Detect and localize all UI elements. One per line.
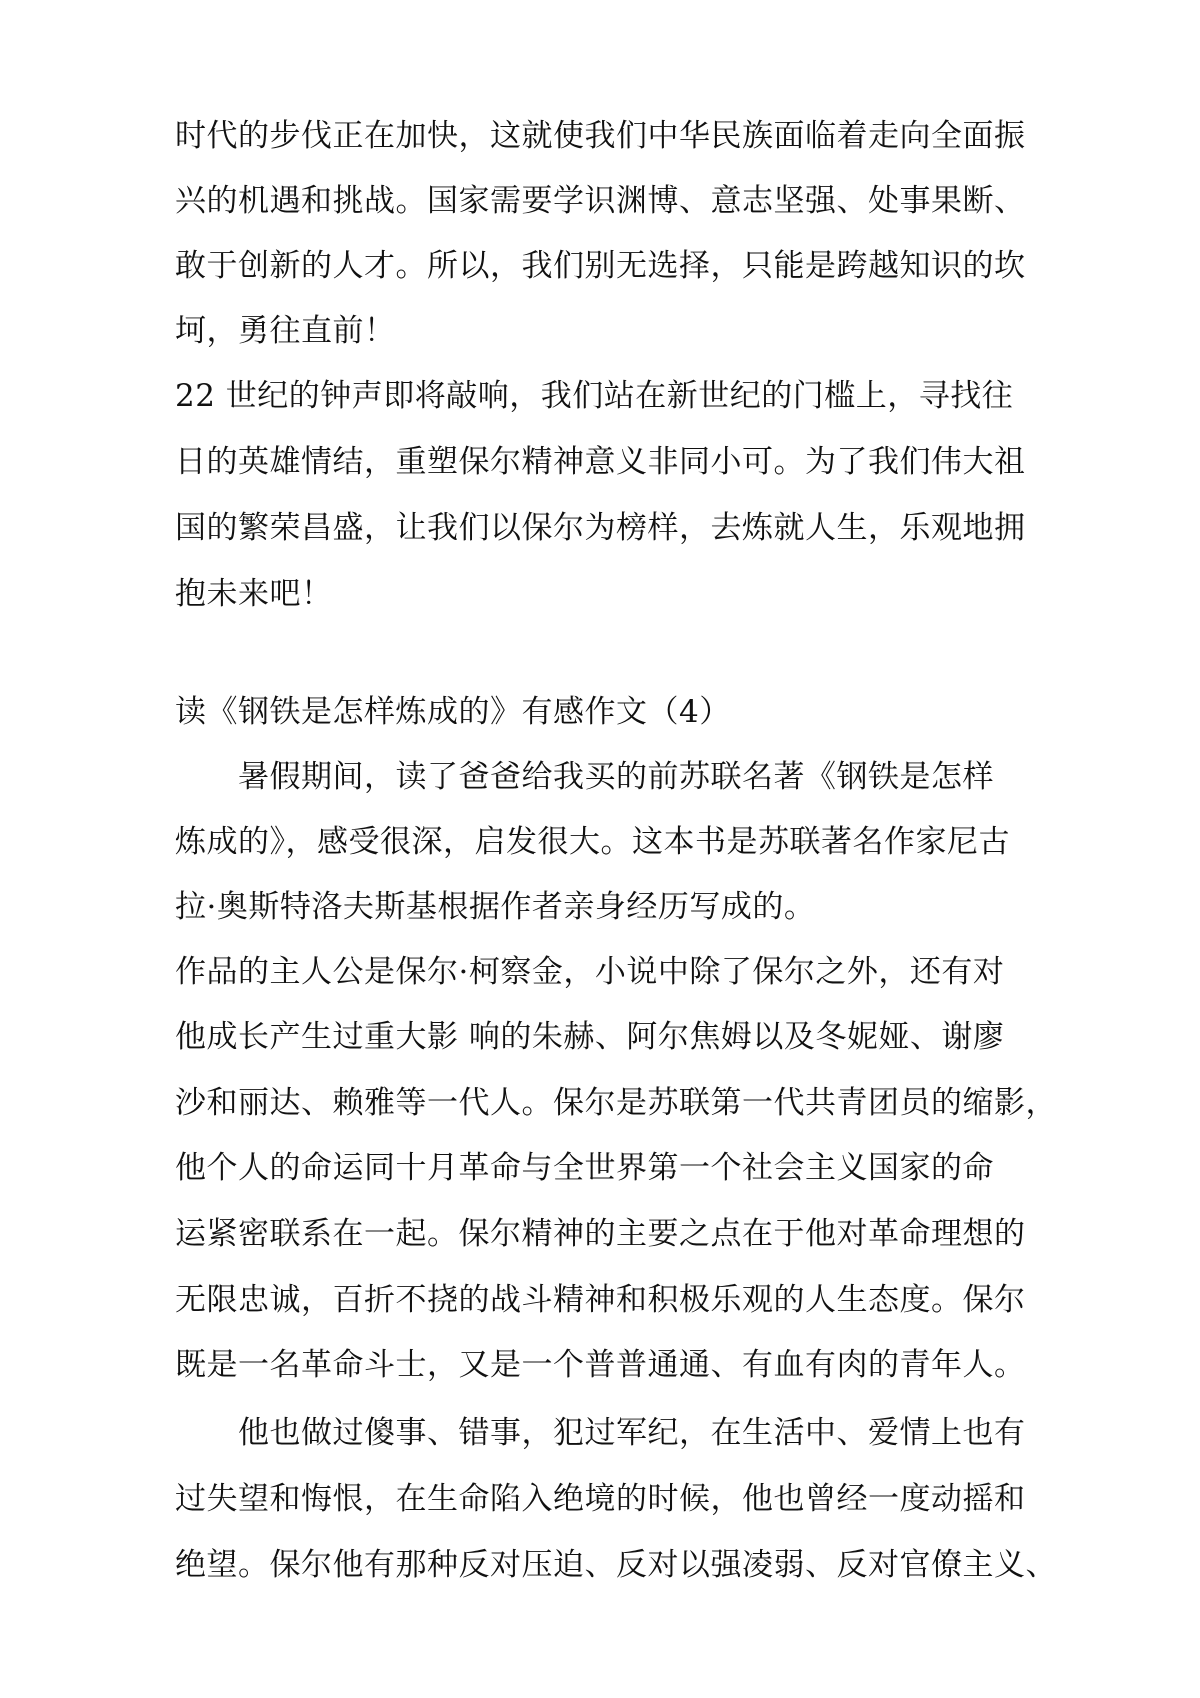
- text-line: 炼成的》，感受很深，启发很大。这本书是苏联著名作家尼古: [175, 824, 1010, 860]
- text-line: 时代的步伐正在加快，这就使我们中华民族面临着走向全面振: [175, 118, 1026, 154]
- text-line: 抱未来吧！: [175, 576, 333, 612]
- article-heading: 读《钢铁是怎样炼成的》有感作文（4）: [175, 694, 731, 730]
- text-line: 他成长产生过重大影 响的朱赫、阿尔焦姆以及冬妮娅、谢廖: [175, 1019, 1005, 1055]
- text-line: 暑假期间，读了爸爸给我买的前苏联名著《钢铁是怎样: [175, 759, 994, 795]
- text-line: 日的英雄情结，重塑保尔精神意义非同小可。为了我们伟大祖: [175, 444, 1026, 480]
- text-line: 兴的机遇和挑战。国家需要学识渊博、意志坚强、处事果断、: [175, 183, 1026, 219]
- text-line: 他个人的命运同十月革命与全世界第一个社会主义国家的命: [175, 1150, 994, 1186]
- text-line: 作品的主人公是保尔·柯察金，小说中除了保尔之外，还有对: [175, 954, 1005, 990]
- text-line: 22 世纪的钟声即将敲响，我们站在新世纪的门槛上，寻找往: [175, 378, 1014, 414]
- text-line: 过失望和悔恨，在生命陷入绝境的时候，他也曾经一度动摇和: [175, 1481, 1026, 1517]
- text-line: 坷，勇往直前！: [175, 313, 396, 349]
- text-line: 沙和丽达、赖雅等一代人。保尔是苏联第一代共青团员的缩影，: [175, 1085, 1057, 1121]
- text-line: 运紧密联系在一起。保尔精神的主要之点在于他对革命理想的: [175, 1216, 1026, 1252]
- text-line: 敢于创新的人才。所以，我们别无选择，只能是跨越知识的坎: [175, 248, 1026, 284]
- text-line: 拉·奥斯特洛夫斯基根据作者亲身经历写成的。: [175, 889, 816, 925]
- text-line: 国的繁荣昌盛，让我们以保尔为榜样，去炼就人生，乐观地拥: [175, 510, 1026, 546]
- text-line: 绝望。保尔他有那种反对压迫、反对以强凌弱、反对官僚主义、: [175, 1547, 1057, 1583]
- text-line: 既是一名革命斗士，又是一个普普通通、有血有肉的青年人。: [175, 1347, 1026, 1383]
- text-line: 无限忠诚，百折不挠的战斗精神和积极乐观的人生态度。保尔: [175, 1282, 1026, 1318]
- text-line: 他也做过傻事、错事，犯过军纪，在生活中、爱情上也有: [175, 1415, 1026, 1451]
